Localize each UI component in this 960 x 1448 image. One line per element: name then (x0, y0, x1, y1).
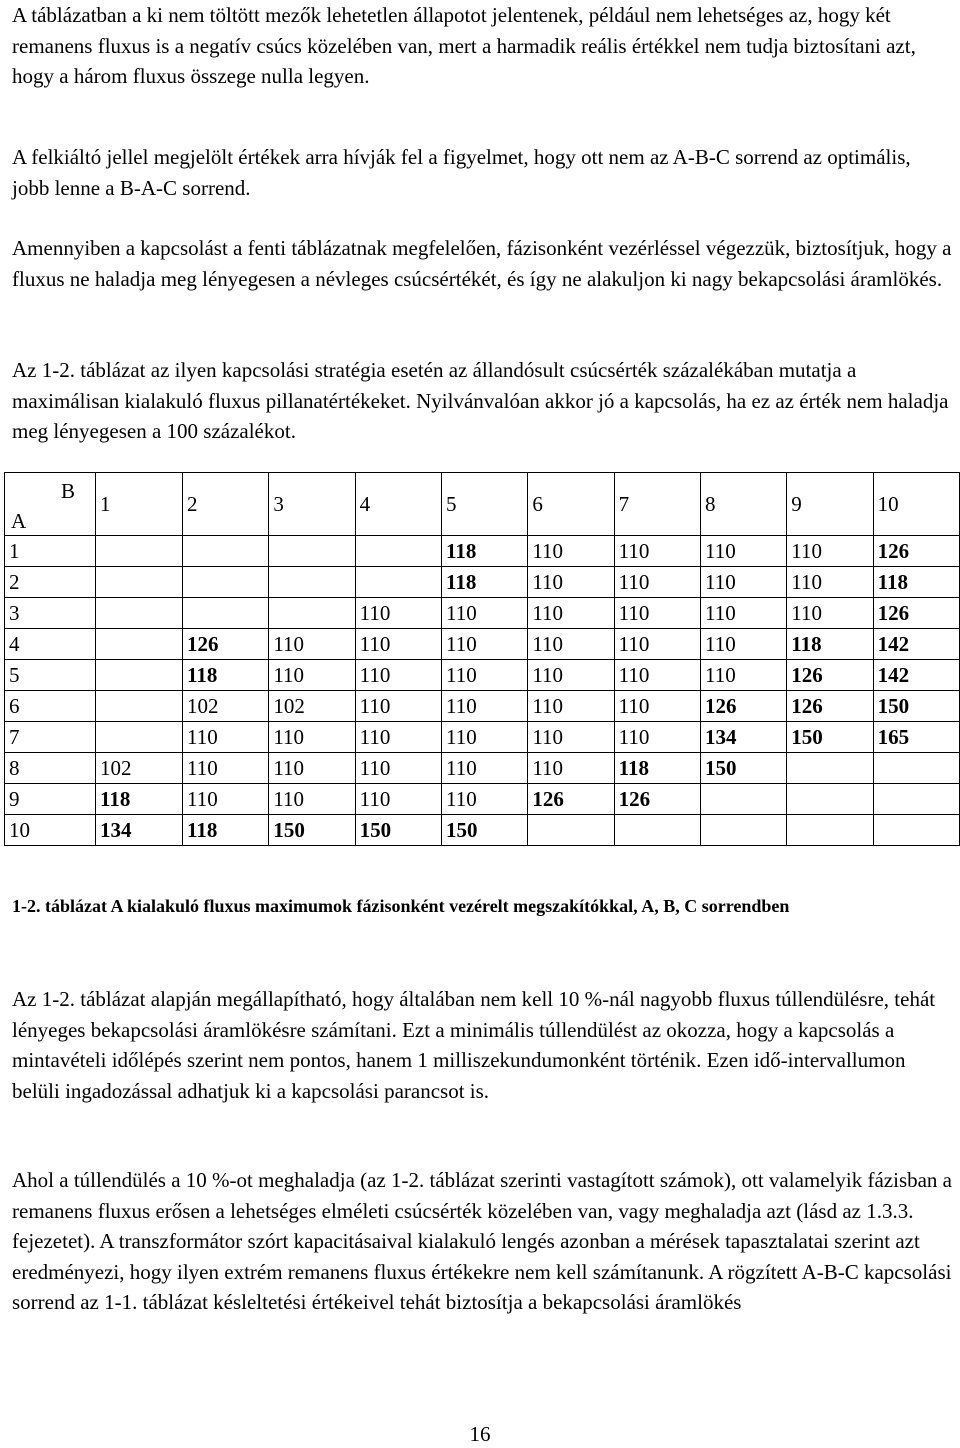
table-cell: 126 (614, 784, 700, 815)
table-cell: 110 (700, 567, 786, 598)
row-header: 10 (5, 815, 96, 846)
column-header: 2 (183, 473, 269, 536)
row-header: 3 (5, 598, 96, 629)
table-cell: 110 (528, 629, 614, 660)
table-row (5, 815, 960, 846)
table-cell: 110 (528, 536, 614, 567)
paragraph-phase-control: Amennyiben a kapcsolást a fenti táblázatnak megfelelően, fázisonként vezérléssel végezzük, biztosítjuk, hogy a fluxus ne haladja meg lényegesen a névleges csúcsértékét, és így ne alakuljon ki nagy bekapcsolási áramlökés. (12, 236, 952, 291)
paragraph-overshoot-explanation: Ahol a túllendülés a 10 %-ot meghaladja (az 1-2. táblázat szerinti vastagított számok), ott valamelyik fázisban a remanens fluxus erősen a lehetséges elméleti csúcsérték közelében van, vagy meghaladja azt (lásd az 1.3.3. fejezetet). A transzformátor szórt kapacitásaival kialakuló lengés azonban a mérések tapasztalatai szerint azt eredményezi, hogy ilyen extrém remanens fluxus értékekre nem kell számítanunk. A rögzített A-B-C kapcsolási sorrend az 1-1. táblázat késleltetési értékeivel tehát biztosítja a bekapcsolási áramlökés (12, 1168, 953, 1315)
table-cell: 118 (441, 536, 527, 567)
row-header: 7 (5, 722, 96, 753)
column-header: 6 (528, 473, 614, 536)
table-cell: 110 (183, 753, 269, 784)
table-cell (96, 660, 183, 691)
table-cell: 126 (528, 784, 614, 815)
column-header: 9 (787, 473, 873, 536)
table-cell: 110 (528, 691, 614, 722)
row-header: 8 (5, 753, 96, 784)
table-cell (96, 691, 183, 722)
table-cell (96, 598, 183, 629)
table-caption: 1-2. táblázat A kialakuló fluxus maximumok fázisonként vezérelt megszakítókkal, A, B, C sorrendben (12, 896, 790, 916)
table-cell: 110 (700, 629, 786, 660)
table-row (5, 691, 960, 722)
table-cell: 110 (441, 598, 527, 629)
table-cell: 126 (787, 660, 873, 691)
table-cell (96, 629, 183, 660)
table-cell: 110 (355, 753, 441, 784)
column-header: 7 (614, 473, 700, 536)
table-cell: 110 (441, 691, 527, 722)
table-cell (355, 567, 441, 598)
table-header-row (5, 473, 960, 536)
paragraph-table-conclusion: Az 1-2. táblázat alapján megállapítható, hogy általában nem kell 10 %-nál nagyobb fluxus túllendülésre, tehát lényeges bekapcsolási áramlökésre számítani. Ezt a minimális túllendülést az okozza, hogy a kapcsolás a mintavételi időlépés szerint nem pontos, hanem 1 milliszekundumonként történik. Ezen idő-intervallumon belüli ingadozással adhatjuk ki a kapcsolási parancsot is. (12, 987, 936, 1103)
table-row (5, 660, 960, 691)
table-cell (269, 536, 355, 567)
column-header: 5 (441, 473, 527, 536)
table-cell (873, 784, 959, 815)
table-cell: 110 (441, 660, 527, 691)
table-cell: 150 (269, 815, 355, 846)
table-cell: 110 (614, 660, 700, 691)
table-cell: 110 (787, 598, 873, 629)
table-cell: 126 (873, 536, 959, 567)
table-cell: 126 (700, 691, 786, 722)
table-cell: 150 (355, 815, 441, 846)
table-cell (183, 536, 269, 567)
table-cell: 118 (96, 784, 183, 815)
table-cell (787, 784, 873, 815)
table-cell: 110 (528, 753, 614, 784)
table-cell: 110 (355, 722, 441, 753)
table-cell: 110 (528, 722, 614, 753)
row-header: 6 (5, 691, 96, 722)
flux-table-body (5, 473, 960, 846)
page-number: 16 (469, 1422, 491, 1446)
corner-b-label: B (61, 479, 76, 503)
table-cell: 118 (183, 815, 269, 846)
table-cell: 110 (269, 784, 355, 815)
table-cell: 142 (873, 629, 959, 660)
table-row (5, 722, 960, 753)
table-cell: 118 (614, 753, 700, 784)
table-cell: 110 (183, 784, 269, 815)
table-cell (269, 598, 355, 629)
table-cell (787, 753, 873, 784)
table-cell: 118 (873, 567, 959, 598)
table-cell: 110 (441, 784, 527, 815)
table-cell (269, 567, 355, 598)
table-cell: 110 (355, 629, 441, 660)
table-cell (355, 536, 441, 567)
table-cell: 110 (355, 691, 441, 722)
table-cell (96, 536, 183, 567)
column-header: 8 (700, 473, 786, 536)
table-cell: 110 (355, 598, 441, 629)
table-cell (528, 815, 614, 846)
table-cell: 150 (441, 815, 527, 846)
row-header: 2 (5, 567, 96, 598)
flux-maximum-table (4, 472, 960, 846)
table-row (5, 567, 960, 598)
table-cell: 110 (787, 536, 873, 567)
table-cell: 102 (269, 691, 355, 722)
table-cell: 110 (614, 567, 700, 598)
paragraph-table-intro: Az 1-2. táblázat az ilyen kapcsolási stratégia esetén az állandósult csúcsérték százalékában mutatja a maximálisan kialakuló fluxus pillanatértékeket. Nyilvánvalóan akkor jó a kapcsolás, ha ez az érték nem haladja meg lényegesen a 100 százalékot. (12, 358, 949, 444)
table-cell (787, 815, 873, 846)
column-header: 1 (96, 473, 183, 536)
table-cell: 110 (269, 660, 355, 691)
table-cell (614, 815, 700, 846)
table-cell: 110 (441, 722, 527, 753)
paragraph-exclamation-note: A felkiáltó jellel megjelölt értékek arra hívják fel a figyelmet, hogy ott nem az A-B-C sorrend az optimális, jobb lenne a B-A-C sorrend. (12, 145, 911, 200)
column-header: 3 (269, 473, 355, 536)
table-cell: 118 (183, 660, 269, 691)
corner-cell (5, 473, 96, 536)
table-cell: 110 (441, 753, 527, 784)
table-cell: 110 (787, 567, 873, 598)
row-header: 9 (5, 784, 96, 815)
table-cell: 102 (96, 753, 183, 784)
table-cell: 150 (700, 753, 786, 784)
table-cell (183, 567, 269, 598)
table-cell: 110 (614, 629, 700, 660)
table-cell: 110 (355, 784, 441, 815)
table-cell: 110 (355, 660, 441, 691)
table-cell: 110 (183, 722, 269, 753)
table-cell: 110 (614, 691, 700, 722)
table-cell: 110 (700, 660, 786, 691)
table-cell: 110 (269, 753, 355, 784)
table-row (5, 784, 960, 815)
table-cell (700, 784, 786, 815)
table-cell (183, 598, 269, 629)
table-cell: 150 (873, 691, 959, 722)
corner-a-label: A (11, 509, 27, 533)
table-cell: 110 (614, 598, 700, 629)
table-cell: 110 (528, 598, 614, 629)
table-cell: 110 (614, 536, 700, 567)
table-row (5, 536, 960, 567)
table-cell: 110 (269, 722, 355, 753)
paragraph-remanent-states: A táblázatban a ki nem töltött mezők lehetetlen állapotot jelentenek, például nem lehetséges az, hogy két remanens fluxus is a negatív csúcs közelében van, mert a harmadik reális értékkel nem tudja biztosítani azt, hogy a három fluxus összege nulla legyen. (12, 3, 916, 89)
table-cell: 150 (787, 722, 873, 753)
table-row (5, 598, 960, 629)
column-header: 4 (355, 473, 441, 536)
row-header: 4 (5, 629, 96, 660)
table-cell (96, 722, 183, 753)
table-cell: 110 (528, 567, 614, 598)
table-cell: 110 (614, 722, 700, 753)
table-cell: 110 (269, 629, 355, 660)
table-cell (700, 815, 786, 846)
table-cell: 110 (700, 598, 786, 629)
table-cell: 165 (873, 722, 959, 753)
table-cell: 134 (96, 815, 183, 846)
table-cell (873, 753, 959, 784)
table-cell: 110 (441, 629, 527, 660)
row-header: 1 (5, 536, 96, 567)
table-cell: 126 (787, 691, 873, 722)
table-cell: 126 (183, 629, 269, 660)
table-cell: 118 (441, 567, 527, 598)
table-cell (873, 815, 959, 846)
table-cell: 110 (700, 536, 786, 567)
row-header: 5 (5, 660, 96, 691)
table-cell: 110 (528, 660, 614, 691)
table-cell: 126 (873, 598, 959, 629)
table-row (5, 753, 960, 784)
table-row (5, 629, 960, 660)
table-cell (96, 567, 183, 598)
table-cell: 134 (700, 722, 786, 753)
table-cell: 118 (787, 629, 873, 660)
table-cell: 142 (873, 660, 959, 691)
table-cell: 102 (183, 691, 269, 722)
column-header: 10 (873, 473, 959, 536)
